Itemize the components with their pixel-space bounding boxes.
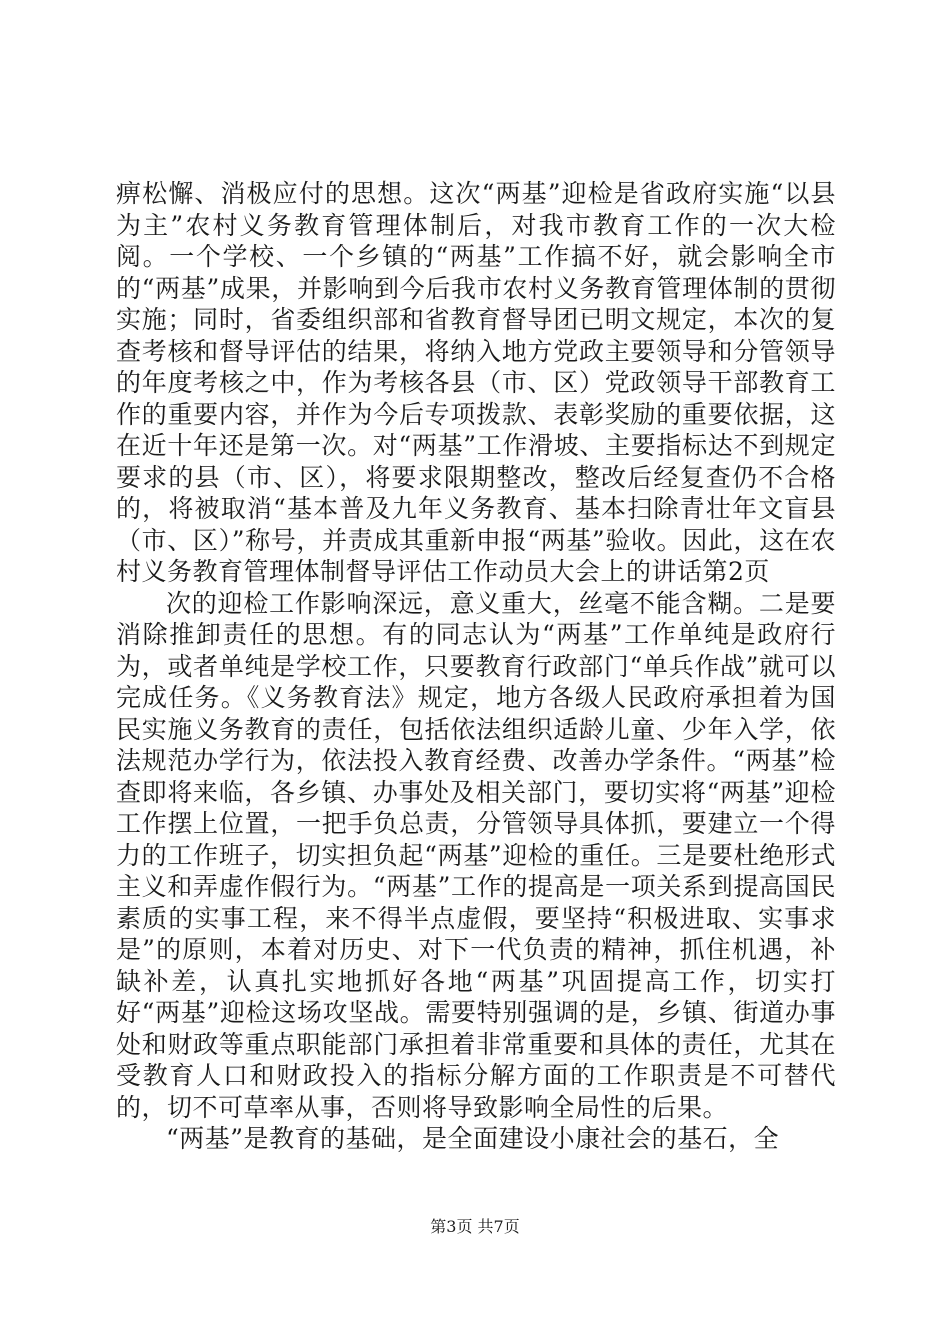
- page-footer: 第3页 共7页: [430, 1217, 520, 1236]
- paragraph-three: “两基”是教育的基础，是全面建设小康社会的基石，全: [166, 1124, 780, 1153]
- paragraph-continued: 痹松懈、消极应付的思想。这次“两基”迎检是省政府实施“以县为主”农村义务教育管理体制后，对我市教育工作的一次大检阅。一个学校、一个乡镇的“两基”工作搞不好，就会影响全市的“两基”成果，并影响到今后我市农村义务教育管理体制的贯彻实施；同时，省委组织部和省教育督导团已明文规定，本次的复查考核和督导评估的结果，将纳入地方党政主要领导和分管领导的年度考核之中，作为考核各县（市、区）党政领导干部教育工作的重要内容，并作为今后专项拨款、表彰奖励的重要依据，这在近十年还是第一次。对“两基”工作滑坡、主要指标达不到规定要求的县（市、区），将要求限期整改，整改后经复查仍不合格的，将被取消“基本普及九年义务教育、基本扫除青壮年文盲县（市、区）”称号，并责成其重新申报“两基”验收。因此，这在农村义务教育管理体制督导评估工作动员大会上的讲话第2页: [116, 179, 836, 586]
- paragraph-two: 次的迎检工作影响深远，意义重大，丝毫不能含糊。二是要消除推卸责任的思想。有的同志认为“两基”工作单纯是政府行为，或者单纯是学校工作，只要教育行政部门“单兵作战”就可以完成任务。《义务教育法》规定，地方各级人民政府承担着为国民实施义务教育的责任，包括依法组织适龄儿童、少年入学，依法规范办学行为，依法投入教育经费、改善办学条件。“两基”检查即将来临，各乡镇、办事处及相关部门，要切实将“两基”迎检工作摆上位置，一把手负总责，分管领导具体抓，要建立一个得力的工作班子，切实担负起“两基”迎检的重任。三是要杜绝形式主义和弄虚作假行为。“两基”工作的提高是一项关系到提高国民素质的实事工程，来不得半点虚假，要坚持“积极进取、实事求是”的原则，本着对历史、对下一代负责的精神，抓住机遇，补缺补差，认真扎实地抓好各地“两基”巩固提高工作，切实打好“两基”迎检这场攻坚战。需要特别强调的是，乡镇、街道办事处和财政等重点职能部门承担着非常重要和具体的责任，尤其在受教育人口和财政投入的指标分解方面的工作职责是不可替代的，切不可草率从事，否则将导致影响全局性的后果。: [116, 588, 836, 1122]
- document-body: [116, 178, 836, 1155]
